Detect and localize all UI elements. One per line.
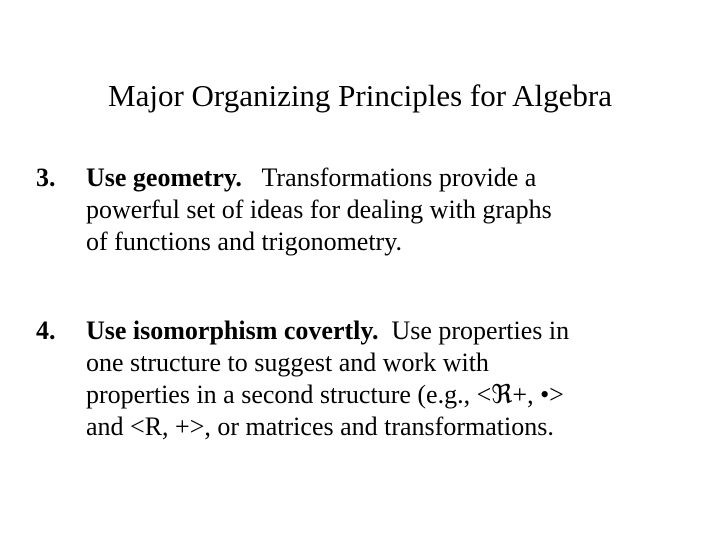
item-line-1 [86, 162, 706, 194]
slide-title: Major Organizing Principles for Algebra [108, 78, 612, 113]
item-text: Transformations provide a [261, 163, 537, 192]
item-line-3: properties in a second structure (e.g., <ℜ+, •> [86, 380, 564, 409]
item-line-2: one structure to suggest and work with [86, 348, 489, 377]
item-heading: Use isomorphism covertly. [86, 316, 379, 345]
item-line-1 [86, 315, 706, 347]
item-text: Use properties in [391, 316, 570, 345]
item-number: 3. [36, 163, 56, 192]
item-body [86, 315, 706, 443]
item-body [86, 162, 706, 258]
item-number: 4. [36, 316, 56, 345]
item-line-4: and <R, +>, or matrices and transformations. [86, 412, 554, 441]
item-line-2: powerful set of ideas for dealing with graphs [86, 195, 552, 224]
item-line-3: of functions and trigonometry. [86, 227, 403, 256]
item-heading: Use geometry. [86, 163, 242, 192]
